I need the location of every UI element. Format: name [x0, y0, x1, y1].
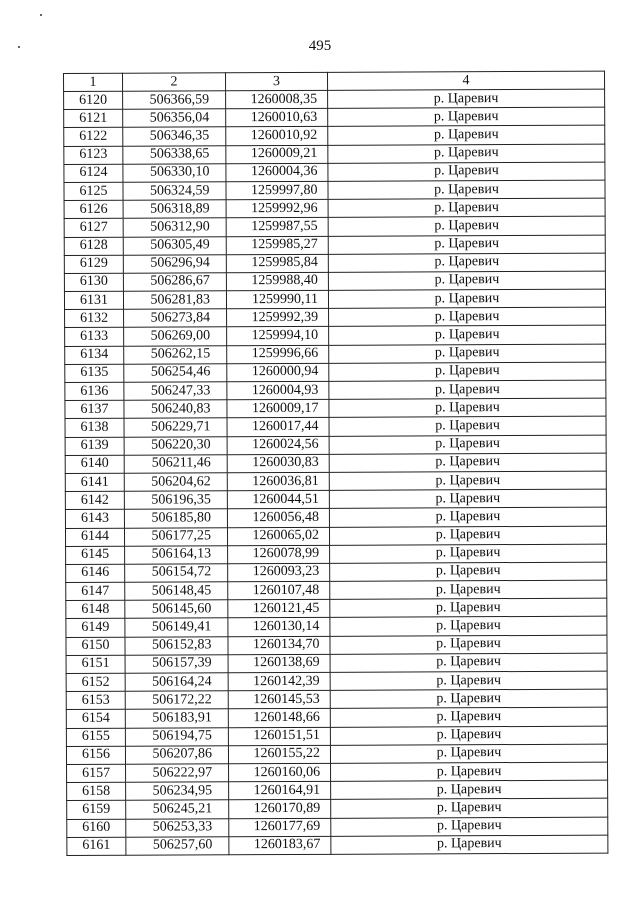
river-name-cell: р. Царевич [329, 471, 606, 490]
table-row [66, 689, 607, 710]
river-name-cell: р. Царевич [328, 126, 605, 145]
point-number-cell: 6132 [65, 309, 124, 327]
river-name-cell: р. Царевич [329, 526, 606, 545]
column-header-4: 4 [327, 71, 604, 90]
river-name-cell: р. Царевич [330, 598, 607, 617]
x-coordinate-cell: 506269,00 [124, 327, 227, 346]
point-number-cell: 6133 [65, 328, 124, 346]
point-number-cell: 6160 [67, 819, 126, 837]
river-name-cell: р. Царевич [328, 162, 605, 181]
river-name-cell: р. Царевич [329, 362, 606, 381]
x-coordinate-cell: 506183,91 [125, 709, 228, 728]
y-coordinate-cell: 1260170,89 [229, 800, 331, 819]
x-coordinate-cell: 506338,65 [123, 145, 226, 164]
y-coordinate-cell: 1259997,80 [226, 181, 328, 200]
table-row [64, 271, 605, 292]
x-coordinate-cell: 506222,97 [126, 764, 229, 783]
point-number-cell: 6129 [64, 255, 123, 273]
y-coordinate-cell: 1260138,69 [228, 654, 330, 673]
y-coordinate-cell: 1260107,48 [228, 581, 330, 600]
table-row [64, 89, 605, 110]
x-coordinate-cell: 506164,24 [125, 673, 228, 692]
x-coordinate-cell: 506194,75 [125, 727, 228, 746]
x-coordinate-cell: 506281,83 [123, 291, 226, 310]
y-coordinate-cell: 1259992,39 [227, 309, 329, 328]
point-number-cell: 6157 [67, 764, 126, 782]
x-coordinate-cell: 506346,35 [123, 127, 226, 146]
y-coordinate-cell: 1260155,22 [228, 745, 330, 764]
river-name-cell: р. Царевич [330, 671, 607, 690]
point-number-cell: 6126 [64, 200, 123, 218]
point-number-cell: 6151 [66, 655, 125, 673]
point-number-cell: 6140 [65, 455, 124, 473]
point-number-cell: 6149 [66, 619, 125, 637]
river-name-cell: р. Царевич [328, 216, 605, 235]
y-coordinate-cell: 1260008,35 [226, 90, 328, 109]
point-number-cell: 6128 [64, 237, 123, 255]
table-row [64, 198, 605, 219]
x-coordinate-cell: 506318,89 [123, 200, 226, 219]
point-number-cell: 6152 [66, 673, 125, 691]
y-coordinate-cell: 1260177,69 [229, 818, 331, 837]
point-number-cell: 6154 [66, 710, 125, 728]
column-header-2: 2 [123, 73, 226, 91]
point-number-cell: 6145 [66, 546, 125, 564]
table-row [66, 635, 607, 656]
table-row [66, 544, 607, 565]
river-name-cell: р. Царевич [329, 435, 606, 454]
river-name-cell: р. Царевич [329, 307, 606, 326]
y-coordinate-cell: 1260010,63 [226, 109, 328, 128]
table-row [65, 417, 606, 438]
table-row [64, 235, 605, 256]
table-row [65, 344, 606, 365]
y-coordinate-cell: 1260056,48 [227, 509, 329, 528]
table-row [67, 798, 608, 819]
river-name-cell: р. Царевич [330, 562, 607, 581]
y-coordinate-cell: 1259987,55 [226, 218, 328, 237]
river-name-cell: р. Царевич [331, 798, 608, 817]
column-header-1: 1 [64, 73, 123, 91]
y-coordinate-cell: 1259990,11 [226, 290, 328, 309]
y-coordinate-cell: 1259996,66 [227, 345, 329, 364]
table-row [65, 380, 606, 401]
x-coordinate-cell: 506229,71 [124, 418, 227, 437]
x-coordinate-cell: 506245,21 [126, 800, 229, 819]
x-coordinate-cell: 506207,86 [125, 746, 228, 765]
river-name-cell: р. Царевич [330, 544, 607, 563]
river-name-cell: р. Царевич [328, 144, 605, 163]
column-header-3: 3 [226, 72, 328, 90]
river-name-cell: р. Царевич [331, 817, 608, 836]
y-coordinate-cell: 1259994,10 [227, 327, 329, 346]
table-row [64, 289, 605, 310]
table-row [66, 653, 607, 674]
table-row [65, 526, 606, 547]
table-row [65, 398, 606, 419]
table-row [65, 489, 606, 510]
coordinates-table [63, 71, 608, 856]
river-name-cell: р. Царевич [328, 198, 605, 217]
point-number-cell: 6150 [66, 637, 125, 655]
table-row [65, 471, 606, 492]
x-coordinate-cell: 506177,25 [124, 527, 227, 546]
y-coordinate-cell: 1260004,36 [226, 163, 328, 182]
point-number-cell: 6146 [66, 564, 125, 582]
y-coordinate-cell: 1260160,06 [229, 763, 331, 782]
y-coordinate-cell: 1260142,39 [228, 672, 330, 691]
table-row [65, 326, 606, 347]
x-coordinate-cell: 506204,62 [124, 473, 227, 492]
table-row [66, 598, 607, 619]
point-number-cell: 6131 [64, 291, 123, 309]
point-number-cell: 6161 [67, 837, 126, 855]
x-coordinate-cell: 506211,46 [124, 455, 227, 474]
x-coordinate-cell: 506145,60 [125, 600, 228, 619]
table-row [66, 617, 607, 638]
river-name-cell: р. Царевич [330, 617, 607, 636]
river-name-cell: р. Царевич [329, 344, 606, 363]
x-coordinate-cell: 506366,59 [123, 91, 226, 110]
point-number-cell: 6153 [66, 691, 125, 709]
point-number-cell: 6136 [65, 382, 124, 400]
table-row [65, 435, 606, 456]
y-coordinate-cell: 1260130,14 [228, 618, 330, 637]
table-row [65, 453, 606, 474]
x-coordinate-cell: 506273,84 [124, 309, 227, 328]
table-row [64, 126, 605, 147]
table-row [64, 180, 605, 201]
table-row [64, 107, 605, 128]
y-coordinate-cell: 1260024,56 [227, 436, 329, 455]
x-coordinate-cell: 506149,41 [125, 618, 228, 637]
point-number-cell: 6123 [64, 146, 123, 164]
point-number-cell: 6159 [67, 801, 126, 819]
y-coordinate-cell: 1260017,44 [227, 418, 329, 437]
x-coordinate-cell: 506324,59 [123, 182, 226, 201]
point-number-cell: 6144 [65, 528, 124, 546]
point-number-cell: 6148 [66, 600, 125, 618]
y-coordinate-cell: 1260004,93 [227, 381, 329, 400]
x-coordinate-cell: 506154,72 [125, 564, 228, 583]
point-number-cell: 6147 [66, 582, 125, 600]
river-name-cell: р. Царевич [328, 235, 605, 254]
x-coordinate-cell: 506254,46 [124, 364, 227, 383]
river-name-cell: р. Царевич [328, 289, 605, 308]
x-coordinate-cell: 506220,30 [124, 436, 227, 455]
x-coordinate-cell: 506172,22 [125, 691, 228, 710]
river-name-cell: р. Царевич [331, 835, 608, 854]
y-coordinate-cell: 1260134,70 [228, 636, 330, 655]
river-name-cell: р. Царевич [329, 417, 606, 436]
point-number-cell: 6143 [65, 510, 124, 528]
table-row [66, 708, 607, 729]
point-number-cell: 6134 [65, 346, 124, 364]
point-number-cell: 6155 [66, 728, 125, 746]
point-number-cell: 6125 [64, 182, 123, 200]
x-coordinate-cell: 506185,80 [124, 509, 227, 528]
point-number-cell: 6130 [64, 273, 123, 291]
x-coordinate-cell: 506356,04 [123, 109, 226, 128]
x-coordinate-cell: 506312,90 [123, 218, 226, 237]
y-coordinate-cell: 1260000,94 [227, 363, 329, 382]
y-coordinate-cell: 1260145,53 [228, 691, 330, 710]
y-coordinate-cell: 1260151,51 [228, 727, 330, 746]
point-number-cell: 6158 [67, 782, 126, 800]
y-coordinate-cell: 1259988,40 [226, 272, 328, 291]
y-coordinate-cell: 1259985,27 [226, 236, 328, 255]
x-coordinate-cell: 506305,49 [123, 236, 226, 255]
river-name-cell: р. Царевич [328, 253, 605, 272]
river-name-cell: р. Царевич [329, 453, 606, 472]
y-coordinate-cell: 1260121,45 [228, 600, 330, 619]
y-coordinate-cell: 1260078,99 [228, 545, 330, 564]
table-row [65, 307, 606, 328]
table-row [66, 671, 607, 692]
point-number-cell: 6156 [66, 746, 125, 764]
y-coordinate-cell: 1260065,02 [227, 527, 329, 546]
table-row [67, 762, 608, 783]
point-number-cell: 6142 [65, 491, 124, 509]
table-row [66, 726, 607, 747]
table-row [64, 216, 605, 237]
river-name-cell: р. Царевич [329, 326, 606, 345]
point-number-cell: 6141 [65, 473, 124, 491]
river-name-cell: р. Царевич [330, 726, 607, 745]
x-coordinate-cell: 506330,10 [123, 164, 226, 183]
x-coordinate-cell: 506148,45 [125, 582, 228, 601]
river-name-cell: р. Царевич [329, 507, 606, 526]
y-coordinate-cell: 1260010,92 [226, 127, 328, 146]
point-number-cell: 6124 [64, 164, 123, 182]
x-coordinate-cell: 506152,83 [125, 636, 228, 655]
table-row [67, 817, 608, 838]
y-coordinate-cell: 1260093,23 [228, 563, 330, 582]
river-name-cell: р. Царевич [330, 635, 607, 654]
table-row [66, 580, 607, 601]
y-coordinate-cell: 1259985,84 [226, 254, 328, 273]
river-name-cell: р. Царевич [330, 689, 607, 708]
table-row [66, 562, 607, 583]
table-row [64, 144, 605, 165]
y-coordinate-cell: 1260148,66 [228, 709, 330, 728]
table-row [67, 835, 608, 856]
point-number-cell: 6138 [65, 419, 124, 437]
x-coordinate-cell: 506262,15 [124, 345, 227, 364]
page-number: 495 [308, 38, 332, 54]
river-name-cell: р. Царевич [330, 580, 607, 599]
y-coordinate-cell: 1260183,67 [229, 836, 331, 855]
x-coordinate-cell: 506240,83 [124, 400, 227, 419]
x-coordinate-cell: 506296,94 [123, 254, 226, 273]
river-name-cell: р. Царевич [331, 762, 608, 781]
river-name-cell: р. Царевич [331, 780, 608, 799]
scan-speck [40, 14, 42, 16]
river-name-cell: р. Царевич [330, 708, 607, 727]
point-number-cell: 6120 [64, 91, 123, 109]
y-coordinate-cell: 1260036,81 [227, 472, 329, 491]
table-body [64, 89, 608, 855]
point-number-cell: 6121 [64, 109, 123, 127]
x-coordinate-cell: 506253,33 [126, 818, 229, 837]
table-row [66, 744, 607, 765]
y-coordinate-cell: 1260009,21 [226, 145, 328, 164]
point-number-cell: 6122 [64, 128, 123, 146]
river-name-cell: р. Царевич [329, 398, 606, 417]
table-row [64, 162, 605, 183]
river-name-cell: р. Царевич [329, 380, 606, 399]
river-name-cell: р. Царевич [328, 89, 605, 108]
x-coordinate-cell: 506286,67 [123, 273, 226, 292]
river-name-cell: р. Царевич [330, 653, 607, 672]
y-coordinate-cell: 1260009,17 [227, 400, 329, 419]
river-name-cell: р. Царевич [328, 180, 605, 199]
x-coordinate-cell: 506257,60 [126, 836, 229, 855]
table-row [65, 507, 606, 528]
x-coordinate-cell: 506157,39 [125, 655, 228, 674]
river-name-cell: р. Царевич [328, 107, 605, 126]
river-name-cell: р. Царевич [330, 744, 607, 763]
y-coordinate-cell: 1260164,91 [229, 781, 331, 800]
y-coordinate-cell: 1259992,96 [226, 199, 328, 218]
table-header [64, 71, 605, 91]
point-number-cell: 6127 [64, 219, 123, 237]
point-number-cell: 6139 [65, 437, 124, 455]
x-coordinate-cell: 506234,95 [126, 782, 229, 801]
x-coordinate-cell: 506247,33 [124, 382, 227, 401]
y-coordinate-cell: 1260030,83 [227, 454, 329, 473]
point-number-cell: 6137 [65, 400, 124, 418]
table-row [67, 780, 608, 801]
table-row [65, 362, 606, 383]
table-header-row [64, 71, 605, 91]
river-name-cell: р. Царевич [329, 489, 606, 508]
table-row [64, 253, 605, 274]
river-name-cell: р. Царевич [328, 271, 605, 290]
point-number-cell: 6135 [65, 364, 124, 382]
x-coordinate-cell: 506164,13 [125, 545, 228, 564]
x-coordinate-cell: 506196,35 [124, 491, 227, 510]
y-coordinate-cell: 1260044,51 [227, 490, 329, 509]
